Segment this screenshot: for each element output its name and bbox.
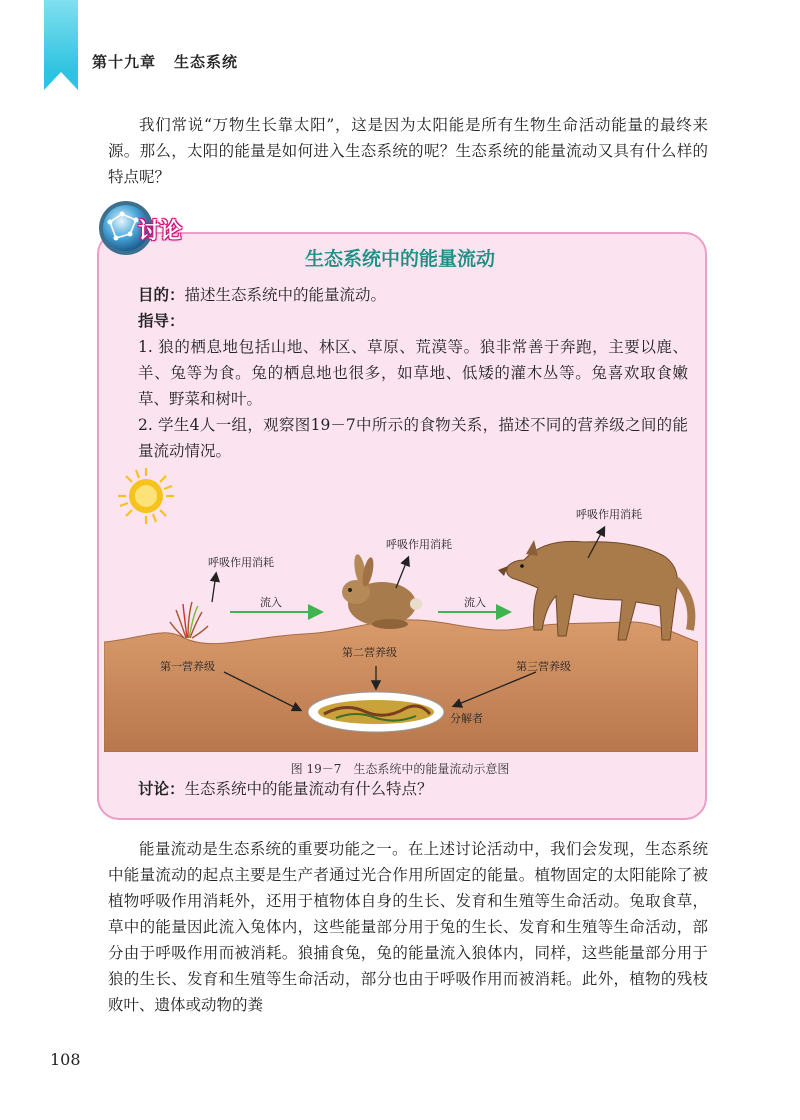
decomposer-label: 分解者 bbox=[450, 712, 483, 725]
guide-item-1: 1. 狼的栖息地包括山地、林区、草原、荒漠等。狼非常善于奔跑，主要以鹿、羊、兔等为食。兔的栖息地也很多，如草地、低矮的灌木丛等。兔喜欢取食嫩草、野菜和树叶。 bbox=[138, 338, 688, 408]
ground bbox=[104, 620, 698, 752]
chapter-number: 第十九章 bbox=[92, 53, 157, 71]
discussion-question bbox=[138, 776, 688, 802]
purpose-text: 描述生态系统中的能量流动。 bbox=[184, 286, 387, 304]
respiration-label-1: 呼吸作用消耗 bbox=[208, 556, 274, 569]
figure-caption-text: 生态系统中的能量流动示意图 bbox=[353, 762, 510, 776]
guide-label: 指导： bbox=[138, 312, 185, 330]
level-label-1: 第一营养级 bbox=[160, 660, 215, 673]
sun-icon bbox=[118, 468, 174, 524]
question-text: 生态系统中的能量流动有什么特点？ bbox=[184, 780, 433, 798]
guide-line bbox=[138, 308, 688, 334]
grass-icon bbox=[170, 602, 208, 638]
discussion-badge-label: 讨论 bbox=[138, 219, 183, 244]
decomposer-image bbox=[308, 692, 444, 732]
guide-item-2: 2. 学生4人一组，观察图19－7中所示的食物关系，描述不同的营养级之间的能量流动情况。 bbox=[138, 416, 688, 460]
chapter-tab-marker bbox=[44, 0, 78, 72]
respiration-arrow-1 bbox=[212, 574, 216, 602]
respiration-label-3: 呼吸作用消耗 bbox=[576, 508, 642, 521]
flow-label-1: 流入 bbox=[260, 596, 282, 609]
respiration-arrow-2 bbox=[396, 558, 408, 588]
chapter-title: 生态系统 bbox=[174, 53, 239, 71]
level-label-2: 第二营养级 bbox=[342, 646, 397, 659]
rabbit-icon bbox=[342, 553, 422, 629]
question-label: 讨论： bbox=[138, 780, 185, 798]
chapter-header bbox=[92, 51, 238, 72]
page-number: 108 bbox=[50, 1050, 81, 1069]
energy-flow-figure bbox=[104, 466, 698, 752]
discussion-title: 生态系统中的能量流动 bbox=[304, 248, 495, 270]
level-label-3: 第三营养级 bbox=[516, 660, 571, 673]
purpose-label: 目的： bbox=[138, 286, 185, 304]
body-paragraph: 能量流动是生态系统的重要功能之一。在上述讨论活动中，我们会发现，生态系统中能量流动的起点主要是生产者通过光合作用所固定的能量。植物固定的太阳能除了被植物呼吸作用消耗外，还用于植物体自身的生长、发育和生殖等生命活动。兔取食草，草中的能量因此流入兔体内，这些能量部分用于兔的生长、发育和生殖等生命活动，部分由于呼吸作用而被消耗。狼捕食兔，兔的能量流入狼体内，同样，这些能量部分用于狼的生长、发育和生殖等生命活动，部分也由于呼吸作用而被消耗。此外，植物的残枝败叶、遗体或动物的粪 bbox=[108, 840, 708, 1014]
figure-caption bbox=[97, 760, 703, 777]
respiration-label-2: 呼吸作用消耗 bbox=[386, 538, 452, 551]
flow-label-2: 流入 bbox=[464, 596, 486, 609]
purpose-line bbox=[138, 282, 688, 308]
figure-caption-number: 图 19－7 bbox=[290, 762, 342, 776]
intro-paragraph: 我们常说“万物生长靠太阳”，这是因为太阳能是所有生物生命活动能量的最终来源。那么，太阳的能量是如何进入生态系统的呢？生态系统的能量流动又具有什么样的特点呢？ bbox=[108, 116, 708, 186]
